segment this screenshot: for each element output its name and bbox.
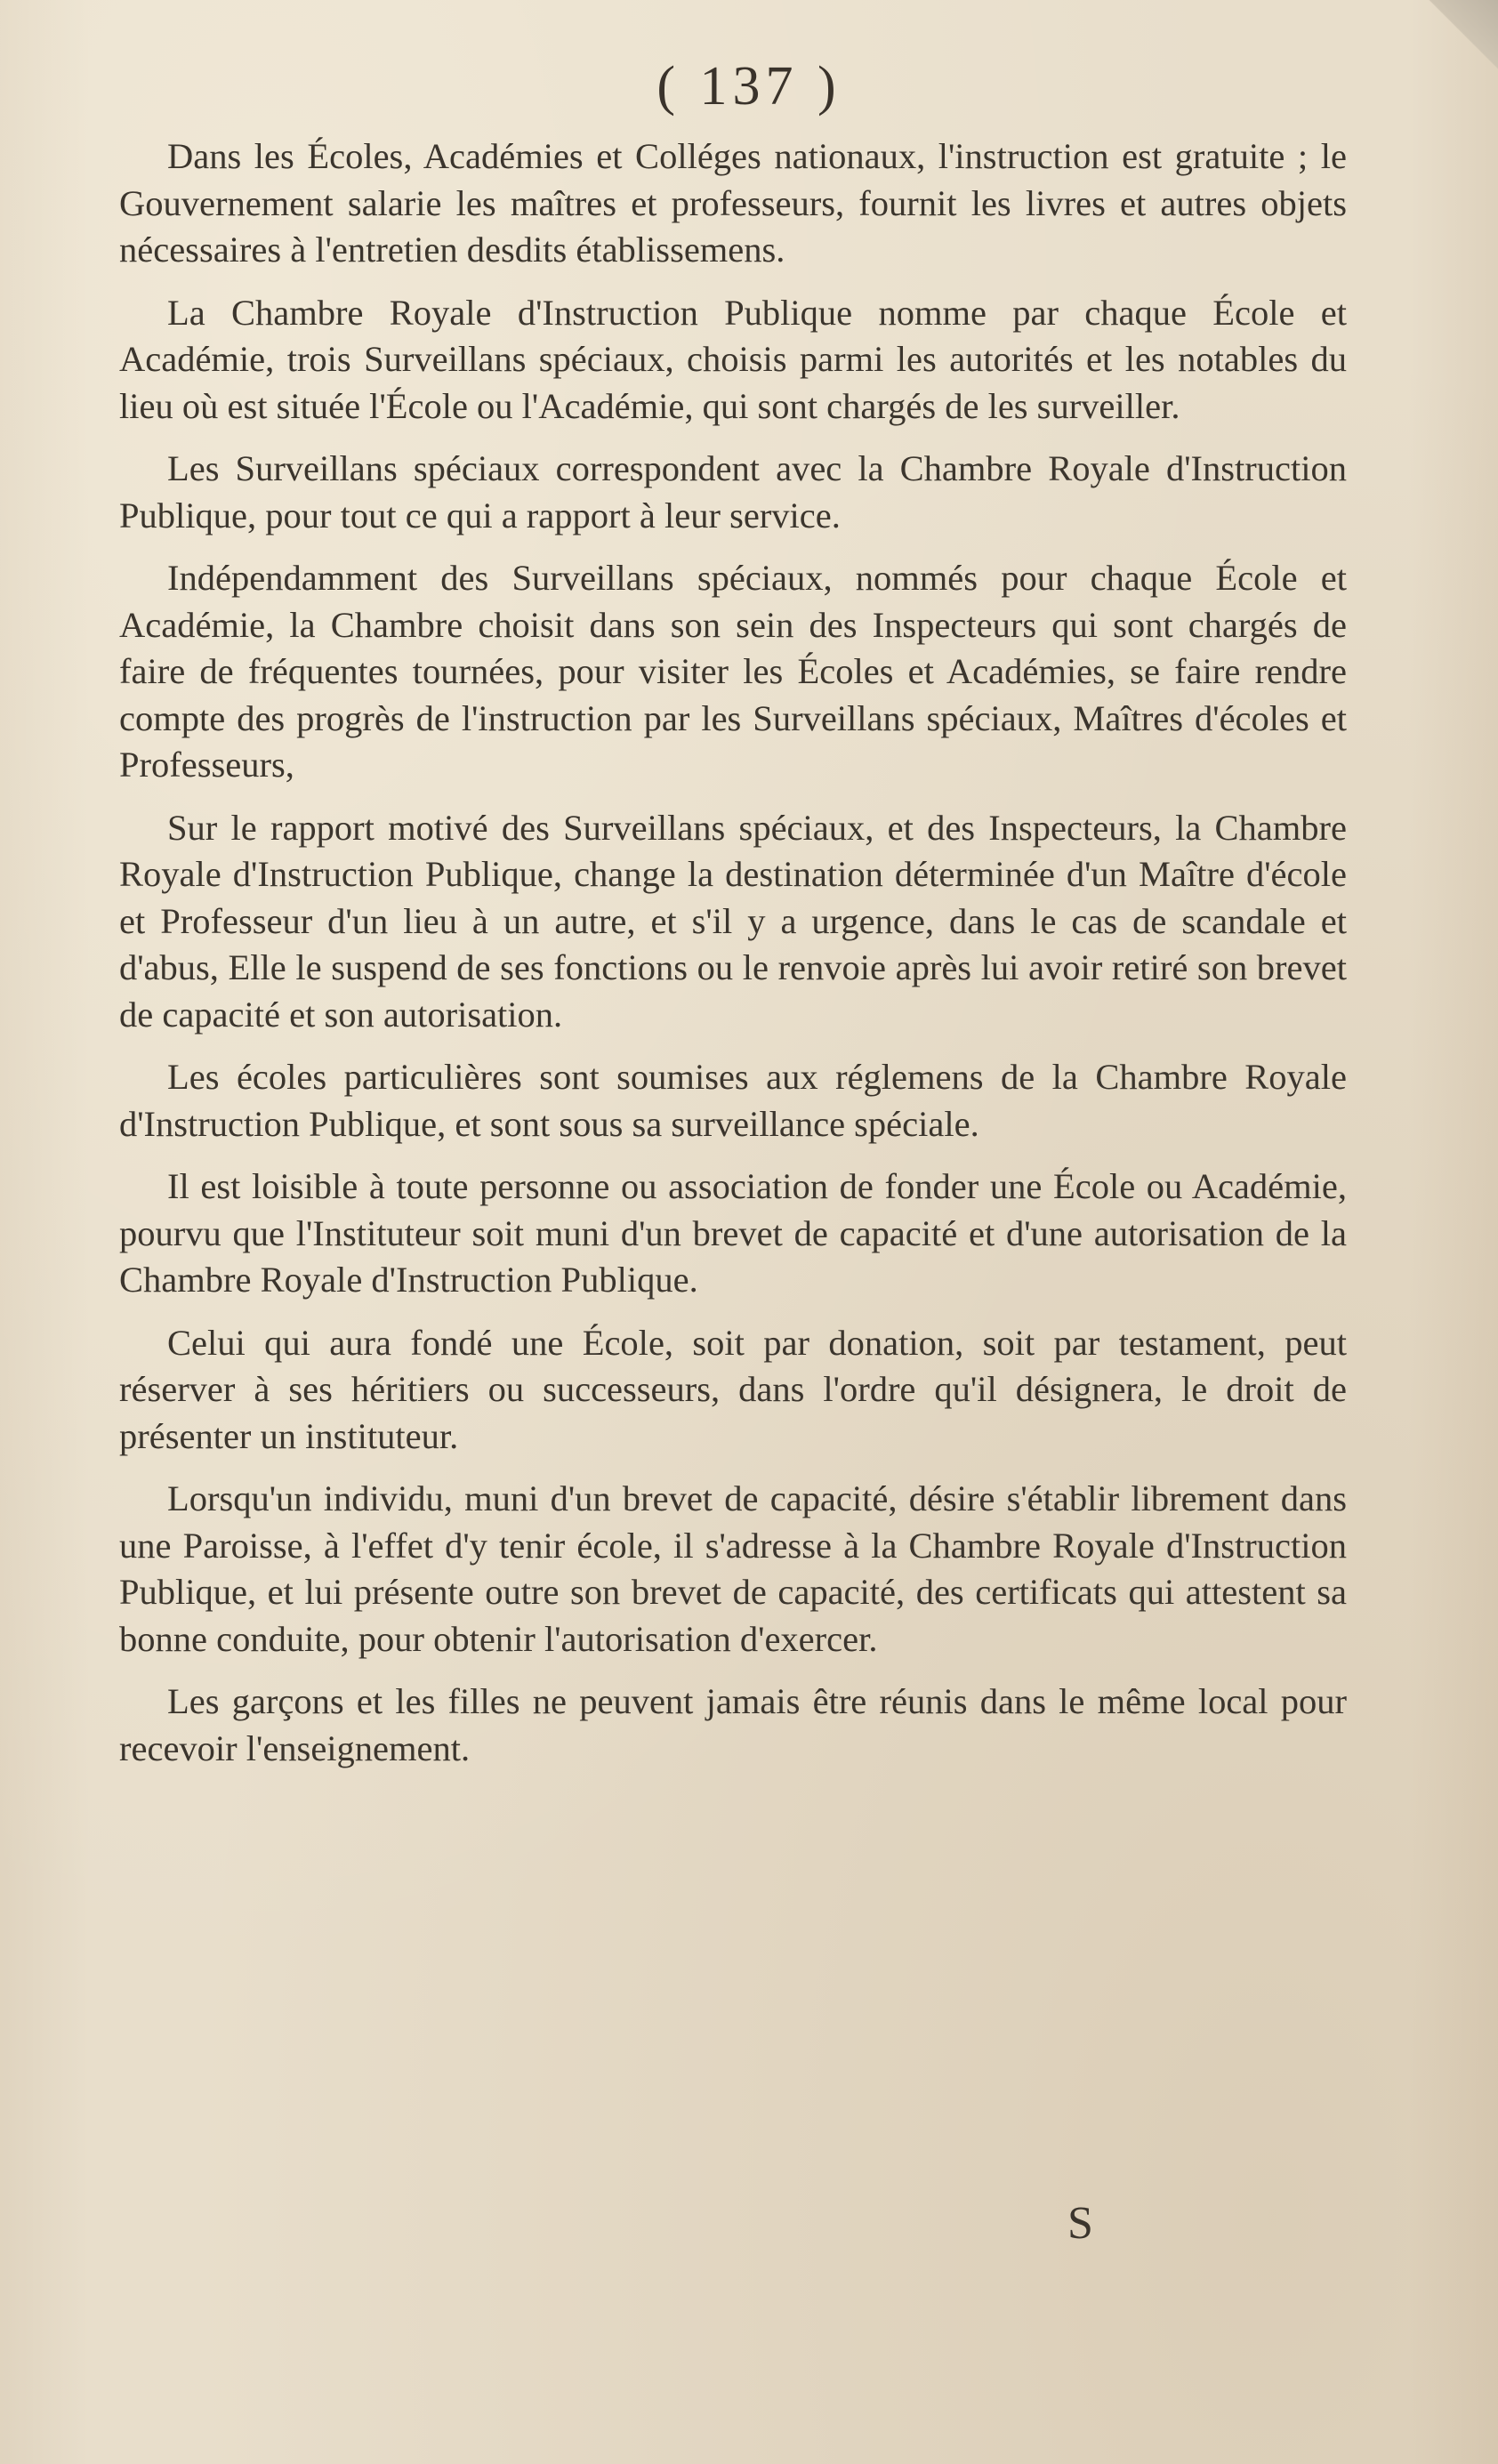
signature-mark: S: [1067, 2198, 1093, 2249]
paragraph: Il est loisible à toute personne ou association de fonder une École ou Académie, pourvu que l'Instituteur soit muni d'un brevet de capacité et d'une autorisation de la Chambre Royale d'Instruction Publique.: [119, 1166, 1347, 1300]
paragraph: Les Surveillans spéciaux correspondent avec la Chambre Royale d'Instruction Publique, pour tout ce qui a rapport à leur service.: [119, 448, 1347, 535]
text-block: [119, 133, 1347, 1788]
paragraph: Celui qui aura fondé une École, soit par donation, soit par testament, peut réserver à ses héritiers ou successeurs, dans l'ordre qu'il désignera, le droit de présenter un instituteur.: [119, 1322, 1347, 1456]
paragraph: La Chambre Royale d'Instruction Publique nomme par chaque École et Académie, trois Surveillans spéciaux, choisis parmi les autorités et les notables du lieu où est située l'École ou l'Académie, qui sont chargés de les surveiller.: [119, 292, 1347, 426]
paragraph: Indépendamment des Surveillans spéciaux, nommés pour chaque École et Académie, la Chambre choisit dans son sein des Inspecteurs qui sont chargés de faire de fréquentes tournées, pour visiter les Écoles et Académies, se faire rendre compte des progrès de l'instruction par les Surveillans spéciaux, Maîtres d'écoles et Professeurs,: [119, 558, 1347, 785]
paragraph: Dans les Écoles, Académies et Colléges nationaux, l'instruction est gratuite ; le Gouvernement salarie les maîtres et professeurs, fournit les livres et autres objets nécessaires à l'entretien desdits établissemens.: [119, 136, 1347, 270]
page-number: ( 137 ): [656, 56, 842, 117]
paragraph: Sur le rapport motivé des Surveillans spéciaux, et des Inspecteurs, la Chambre Royale d'Instruction Publique, change la destination déterminée d'un Maître d'école et Professeur d'un lieu à un autre, et s'il y a urgence, dans le cas de scandale et d'abus, Elle le suspend de ses fonctions ou le renvoie après lui avoir retiré son brevet de capacité et son autorisation.: [119, 807, 1347, 1035]
paragraph: Lorsqu'un individu, muni d'un brevet de capacité, désire s'établir librement dans une Paroisse, à l'effet d'y tenir école, il s'adresse à la Chambre Royale d'Instruction Publique, et lui présente outre son brevet de capacité, des certificats qui attestent sa bonne conduite, pour obtenir l'autorisation d'exercer.: [119, 1478, 1347, 1659]
paragraph: Les écoles particulières sont soumises aux réglemens de la Chambre Royale d'Instruction Publique, et sont sous sa surveillance spéciale.: [119, 1057, 1347, 1144]
paragraph: Les garçons et les filles ne peuvent jamais être réunis dans le même local pour recevoir l'enseignement.: [119, 1681, 1347, 1768]
